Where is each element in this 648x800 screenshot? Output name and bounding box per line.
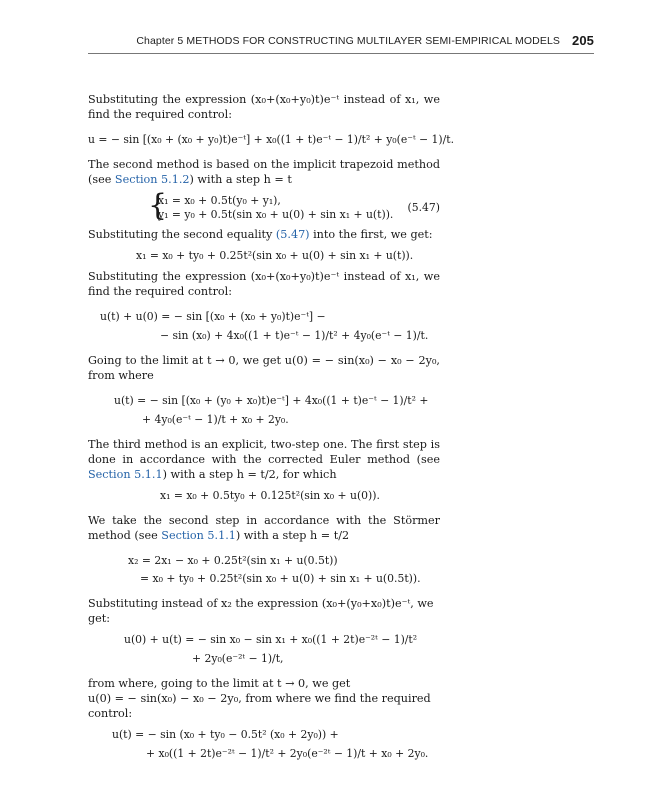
page-body [88,92,455,761]
equation-stormer-a: x₂ = 2x₁ − x₀ + 0.25t²(sin x₁ + u(0.5t)) [128,554,338,567]
running-header [88,33,594,51]
system-line-1: x₁ = x₀ + 0.5t(y₀ + y₁), [158,194,281,207]
equation-x1: x₁ = x₀ + ty₀ + 0.25t²(sin x₀ + u(0) + sin x₁ + u(t)). [136,249,414,262]
paragraph-4: Substituting the expression (x₀+(x₀+y₀)t)e⁻ᵗ instead of x₁, we find the required control: [88,270,440,298]
header-rule [88,53,594,54]
link-section-5-1-2[interactable]: Section 5.1.2 [114,173,190,186]
equation-stormer-b: = x₀ + ty₀ + 0.25t²(sin x₀ + u(0) + sin x₁ + u(0.5t)). [140,572,421,585]
paragraph-5: Going to the limit at t → 0, we get u(0) = − sin(x₀) − x₀ − 2y₀, from where [88,354,440,382]
equation-control-2a: u(t) + u(0) = − sin [(x₀ + (x₀ + y₀)t)e⁻ᵗ] − [100,310,326,323]
paragraph-7: We take the second step in accordance with the Störmer method (see Section 5.1.1) with a step h = t/2 [88,514,440,542]
equation-control-2b: − sin (x₀) + 4x₀((1 + t)e⁻ᵗ − 1)/t² + 4y₀(e⁻ᵗ − 1)/t. [160,329,429,342]
equation-control-1: u = − sin [(x₀ + (x₀ + y₀)t)e⁻ᵗ] + x₀((1 + t)e⁻ᵗ − 1)/t² + y₀(e⁻ᵗ − 1)/t. [88,133,455,146]
paragraph-2: The second method is based on the implicit trapezoid method (see Section 5.1.2) with a step h = t [88,158,440,186]
paragraph-8: Substituting instead of x₂ the expression (x₀+(y₀+x₀)t)e⁻ᵗ, we get: [88,597,434,625]
equation-system-5-47 [88,188,440,223]
equation-control-3a: u(t) = − sin [(x₀ + (y₀ + x₀)t)e⁻ᵗ] + 4x₀((1 + t)e⁻ᵗ − 1)/t² + [114,394,429,407]
equation-control-3b: + 4y₀(e⁻ᵗ − 1)/t + x₀ + 2y₀. [142,413,289,426]
chapter-title: Chapter 5 METHODS FOR CONSTRUCTING MULTILAYER SEMI-EMPIRICAL MODELS [136,35,560,47]
equation-number: (5.47) [407,201,440,214]
paragraph-9a: from where, going to the limit at t → 0, we get [88,677,351,690]
left-brace: { [148,188,168,223]
link-section-5-1-1-b[interactable]: Section 5.1.1 [161,529,236,542]
equation-control-4b: + 2y₀(e⁻²ᵗ − 1)/t, [192,652,284,665]
page-number: 205 [572,33,594,48]
equation-control-5b: + x₀((1 + 2t)e⁻²ᵗ − 1)/t² + 2y₀(e⁻²ᵗ − 1)/t + x₀ + 2y₀. [146,747,429,760]
link-section-5-1-1-a[interactable]: Section 5.1.1 [88,468,163,481]
paragraph-9b: u(0) = − sin(x₀) − x₀ − 2y₀, from where we find the required control: [88,692,431,720]
equation-control-5a: u(t) = − sin (x₀ + ty₀ − 0.5t² (x₀ + 2y₀)) + [112,728,339,741]
equation-control-4a: u(0) + u(t) = − sin x₀ − sin x₁ + x₀((1 + 2t)e⁻²ᵗ − 1)/t² [124,633,418,646]
paragraph-1: Substituting the expression (x₀+(x₀+y₀)t)e⁻ᵗ instead of x₁, we find the required control: [88,93,440,121]
paragraph-6: The third method is an explicit, two-step one. The first step is done in accordance with the corrected Euler method (see Section 5.1.1) with a step h = t/2, for which [88,438,440,481]
equation-euler-step: x₁ = x₀ + 0.5ty₀ + 0.125t²(sin x₀ + u(0)). [160,489,380,502]
paragraph-3: Substituting the second equality (5.47) into the first, we get: [88,228,433,241]
system-line-2: y₁ = y₀ + 0.5t(sin x₀ + u(0) + sin x₁ + u(t)). [158,208,394,221]
link-equation-5-47[interactable]: (5.47) [275,228,310,241]
